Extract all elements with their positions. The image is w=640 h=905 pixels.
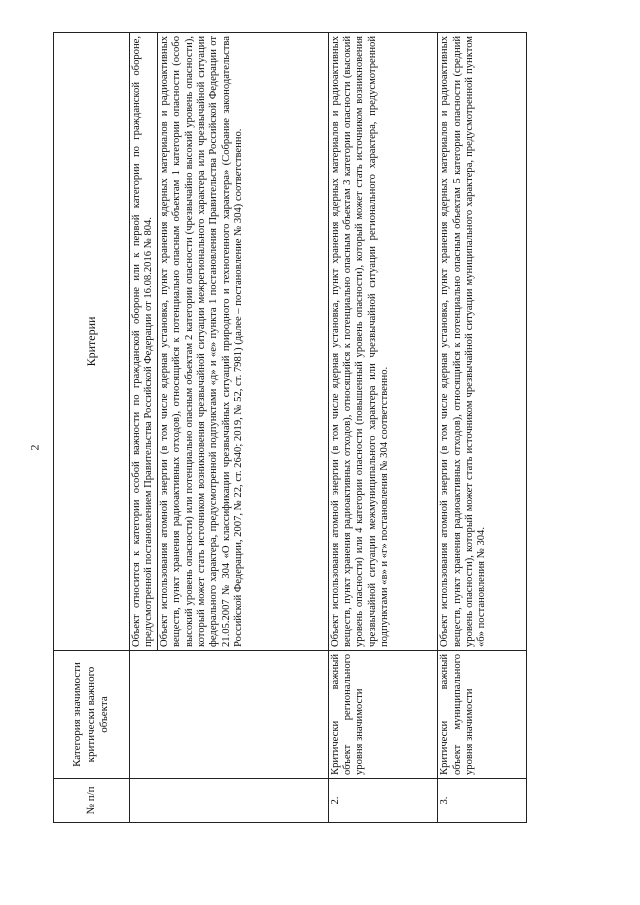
page-number: 2	[27, 444, 42, 451]
table-header-row	[54, 33, 130, 823]
table-row	[328, 33, 438, 823]
header-category: Категория значимости критически важного объекта	[54, 651, 130, 779]
criteria-table	[53, 32, 527, 823]
table-row	[438, 33, 527, 823]
header-criteria: Критерии	[54, 33, 130, 651]
criteria-paragraph: Объект относится к категории особой важности по гражданской обороне или к первой категории по гражданской обороне, предусмотренной постановлением Правительства Российской Федерации от 16.08.2016 № 804.	[130, 33, 158, 650]
row-category: Критически важный объект муниципального уровня значимости	[438, 651, 527, 779]
row-criteria	[130, 33, 329, 651]
table-row	[130, 33, 329, 823]
row-category	[130, 651, 329, 779]
header-number: № п/п	[54, 779, 130, 823]
row-criteria	[328, 33, 438, 651]
row-number: 3.	[438, 779, 527, 823]
row-category: Критически важный объект регионального уровня значимости	[328, 651, 438, 779]
rotated-table-container	[53, 33, 527, 823]
row-number	[130, 779, 329, 823]
criteria-paragraph: Объект использования атомной энергии (в том числе ядерная установка, пункт хранения ядерных материалов и радиоактивных веществ, пункт хранения радиоактивных отходов), относящийся к потенциально опасным объектам 5 категории опасности (средний уровень опасности), который может стать источником чрезвычайной ситуации муниципального характера, предусмотренной пунктом «б» постановления № 304.	[439, 36, 488, 647]
criteria-paragraph: Объект использования атомной энергии (в том числе ядерная установка, пункт хранения ядерных материалов и радиоактивных веществ, пункт хранения радиоактивных отходов), относящийся к потенциально опасным объектам 1 категории опасности (особо высокий уровень опасности) или потенциально опасным объектам 2 категории опасности (чрезвычайно высокий уровень опасности), который может стать источником возникновения чрезвычайной ситуации межрегионального характера или чрезвычайной ситуации федерального характера, предусмотренной подпунктами «д» и «е» пункта 1 постановления Правительства Российской Федерации от 21.05.2007 № 304 «О классификации чрезвычайных ситуаций природного и техногенного характера» (Собрание законодательства Российской Федерации, 2007, № 22, ст. 2640; 2019, № 52, ст. 7981) (далее – постановление № 304) соответственно.	[158, 36, 245, 647]
row-number: 2.	[328, 779, 438, 823]
row-criteria	[438, 33, 527, 651]
criteria-paragraph: Объект использования атомной энергии (в том числе ядерная установка, пункт хранения ядерных материалов и радиоактивных веществ, пункт хранения радиоактивных отходов), относящийся к потенциально опасным объектам 3 категории опасности (высокий уровень опасности) или 4 категории опасности (повышенный уровень опасности), который может стать источником возникновения чрезвычайной ситуации межмуниципального характера или чрезвычайной ситуации регионального характера, предусмотренной подпунктами «в» и «г» постановления № 304 соответственно.	[329, 36, 391, 647]
